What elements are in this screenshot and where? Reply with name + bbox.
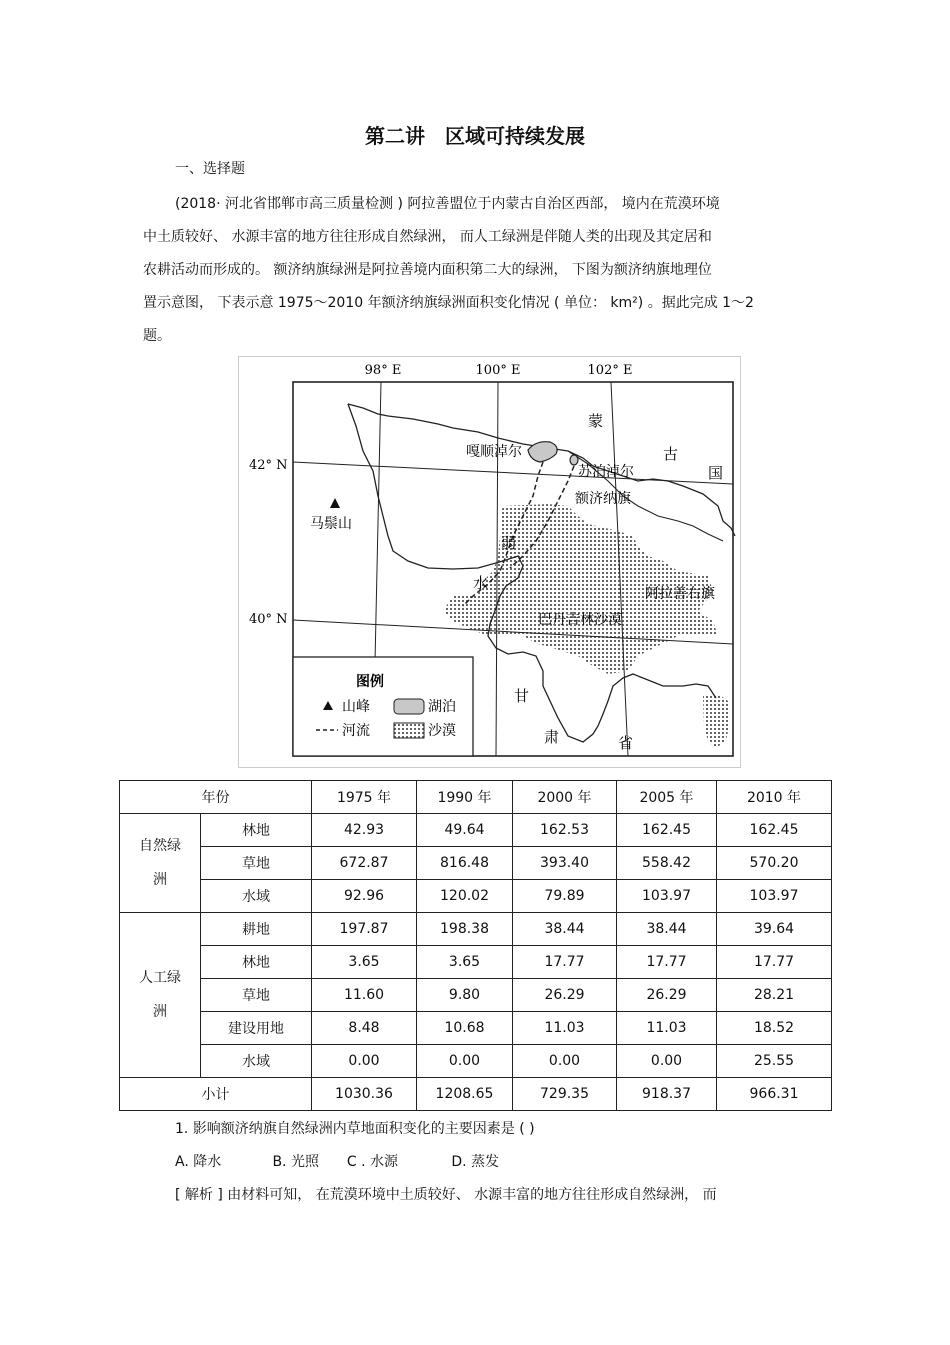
group-artificial-oasis [120, 913, 201, 1078]
label-gashun: 嘎顺淖尔 [466, 444, 522, 460]
cell-value: 10.68 [417, 1012, 513, 1045]
cell-value: 120.02 [417, 880, 513, 913]
intro-line-4: 置示意图， 下表示意 1975～2010 年额济纳旗绿洲面积变化情况 ( 单位： km²) 。据此完成 1～2 [143, 295, 754, 311]
cell-value: 198.38 [417, 913, 513, 946]
location-map [238, 356, 741, 768]
legend-lake-icon [394, 699, 424, 714]
table-row [120, 1045, 832, 1078]
cell-value: 3.65 [417, 946, 513, 979]
cell-value: 25.55 [717, 1045, 832, 1078]
cell-value: 0.00 [513, 1045, 617, 1078]
question-stem: 1. 影响额济纳旗自然绿洲内草地面积变化的主要因素是 ( ) [175, 1121, 535, 1137]
label-ruo: 弱 [501, 534, 517, 552]
cell-value: 162.45 [717, 814, 832, 847]
header-1990: 1990 年 [417, 781, 513, 814]
label-shui: 水 [473, 574, 489, 592]
section-heading: 一、选择题 [175, 161, 245, 177]
land-type: 水域 [201, 1045, 312, 1078]
analysis-line: [ 解析 ] 由材料可知， 在荒漠环境中土质较好、 水源丰富的地方往往形成自然绿洲， 而 [175, 1187, 717, 1203]
header-2005: 2005 年 [617, 781, 717, 814]
cell-value: 28.21 [717, 979, 832, 1012]
cell-value: 570.20 [717, 847, 832, 880]
cell-value: 1208.65 [417, 1078, 513, 1111]
lon-label-98: 98° E [364, 363, 402, 378]
cell-value: 8.48 [312, 1012, 417, 1045]
cell-value: 9.80 [417, 979, 513, 1012]
label-gu: 古 [663, 445, 679, 463]
cell-value: 1030.36 [312, 1078, 417, 1111]
header-2010: 2010 年 [717, 781, 832, 814]
header-1975: 1975 年 [312, 781, 417, 814]
group-label-line: 自然绿 [139, 838, 181, 854]
header-2000: 2000 年 [513, 781, 617, 814]
intro-line-2: 中土质较好、 水源丰富的地方往往形成自然绿洲， 而人工绿洲是伴随人类的出现及其定居和 [143, 229, 712, 245]
land-type: 林地 [201, 814, 312, 847]
table-row [120, 946, 832, 979]
label-guo: 国 [708, 464, 724, 482]
lat-label-42: 42° N [249, 458, 288, 473]
legend-desert-label: 沙漠 [428, 723, 456, 739]
cell-value: 17.77 [717, 946, 832, 979]
subtotal-label: 小计 [120, 1078, 312, 1111]
table-row [120, 814, 832, 847]
cell-value: 39.64 [717, 913, 832, 946]
intro-line-1: (2018· 河北省邯郸市高三质量检测 ) 阿拉善盟位于内蒙古自治区西部， 境内在荒漠环境 [175, 196, 720, 212]
lon-label-102: 102° E [587, 363, 633, 378]
legend-desert-icon [394, 723, 424, 738]
cell-value: 26.29 [513, 979, 617, 1012]
cell-value: 162.45 [617, 814, 717, 847]
label-badain: 巴丹吉林沙漠 [538, 612, 622, 628]
intro-line-3: 农耕活动而形成的。 额济纳旗绿洲是阿拉善境内面积第二大的绿洲， 下图为额济纳旗地理位 [143, 262, 712, 278]
label-alashan-right: 阿拉善右旗 [645, 586, 715, 602]
cell-value: 49.64 [417, 814, 513, 847]
cell-value: 729.35 [513, 1078, 617, 1111]
cell-value: 816.48 [417, 847, 513, 880]
legend-peak-label: 山峰 [342, 699, 370, 715]
lon-label-100: 100° E [475, 363, 521, 378]
header-year: 年份 [120, 781, 312, 814]
cell-value: 26.29 [617, 979, 717, 1012]
oasis-area-table [119, 780, 832, 1111]
option-b: B. 光照 [272, 1154, 319, 1170]
page-title: 第二讲 区域可持续发展 [365, 124, 585, 148]
label-su: 肃 [544, 728, 560, 746]
cell-value: 92.96 [312, 880, 417, 913]
cell-value: 38.44 [617, 913, 717, 946]
cell-value: 966.31 [717, 1078, 832, 1111]
cell-value: 17.77 [617, 946, 717, 979]
group-label-line: 洲 [153, 1004, 167, 1020]
subtotal-row [120, 1078, 832, 1111]
cell-value: 11.03 [513, 1012, 617, 1045]
group-natural-oasis [120, 814, 201, 913]
cell-value: 79.89 [513, 880, 617, 913]
map-legend [293, 657, 473, 756]
land-type: 草地 [201, 847, 312, 880]
land-type: 林地 [201, 946, 312, 979]
option-a: A. 降水 [175, 1154, 222, 1170]
table-row [120, 1012, 832, 1045]
cell-value: 11.60 [312, 979, 417, 1012]
cell-value: 103.97 [717, 880, 832, 913]
intro-line-5: 题。 [143, 328, 171, 344]
cell-value: 672.87 [312, 847, 417, 880]
legend-river-label: 河流 [342, 723, 370, 739]
cell-value: 42.93 [312, 814, 417, 847]
land-type: 草地 [201, 979, 312, 1012]
cell-value: 103.97 [617, 880, 717, 913]
option-c: C . 水源 [346, 1154, 399, 1170]
label-mazong: 马鬃山 [310, 516, 352, 532]
land-type: 耕地 [201, 913, 312, 946]
table-row [120, 847, 832, 880]
table-row [120, 979, 832, 1012]
cell-value: 393.40 [513, 847, 617, 880]
table-row [120, 880, 832, 913]
cell-value: 197.87 [312, 913, 417, 946]
group-label-line: 洲 [153, 872, 167, 888]
cell-value: 0.00 [417, 1045, 513, 1078]
cell-value: 3.65 [312, 946, 417, 979]
cell-value: 11.03 [617, 1012, 717, 1045]
sogo-nur-lake [570, 455, 578, 465]
cell-value: 0.00 [617, 1045, 717, 1078]
cell-value: 162.53 [513, 814, 617, 847]
land-type: 建设用地 [201, 1012, 312, 1045]
group-label-line: 人工绿 [139, 970, 181, 986]
cell-value: 18.52 [717, 1012, 832, 1045]
label-ejina: 额济纳旗 [575, 491, 631, 507]
label-gan: 甘 [514, 687, 530, 705]
lat-label-40: 40° N [249, 612, 288, 627]
label-suboo: 苏泊淖尔 [578, 464, 634, 480]
cell-value: 0.00 [312, 1045, 417, 1078]
cell-value: 558.42 [617, 847, 717, 880]
legend-title: 图例 [356, 674, 384, 690]
option-d: D. 蒸发 [451, 1154, 500, 1170]
label-meng: 蒙 [588, 412, 604, 430]
cell-value: 918.37 [617, 1078, 717, 1111]
table-row [120, 913, 832, 946]
table-header-row [120, 781, 832, 814]
cell-value: 38.44 [513, 913, 617, 946]
land-type: 水域 [201, 880, 312, 913]
question-options [175, 1153, 499, 1171]
label-sheng: 省 [618, 734, 634, 752]
cell-value: 17.77 [513, 946, 617, 979]
legend-lake-label: 湖泊 [428, 699, 456, 715]
